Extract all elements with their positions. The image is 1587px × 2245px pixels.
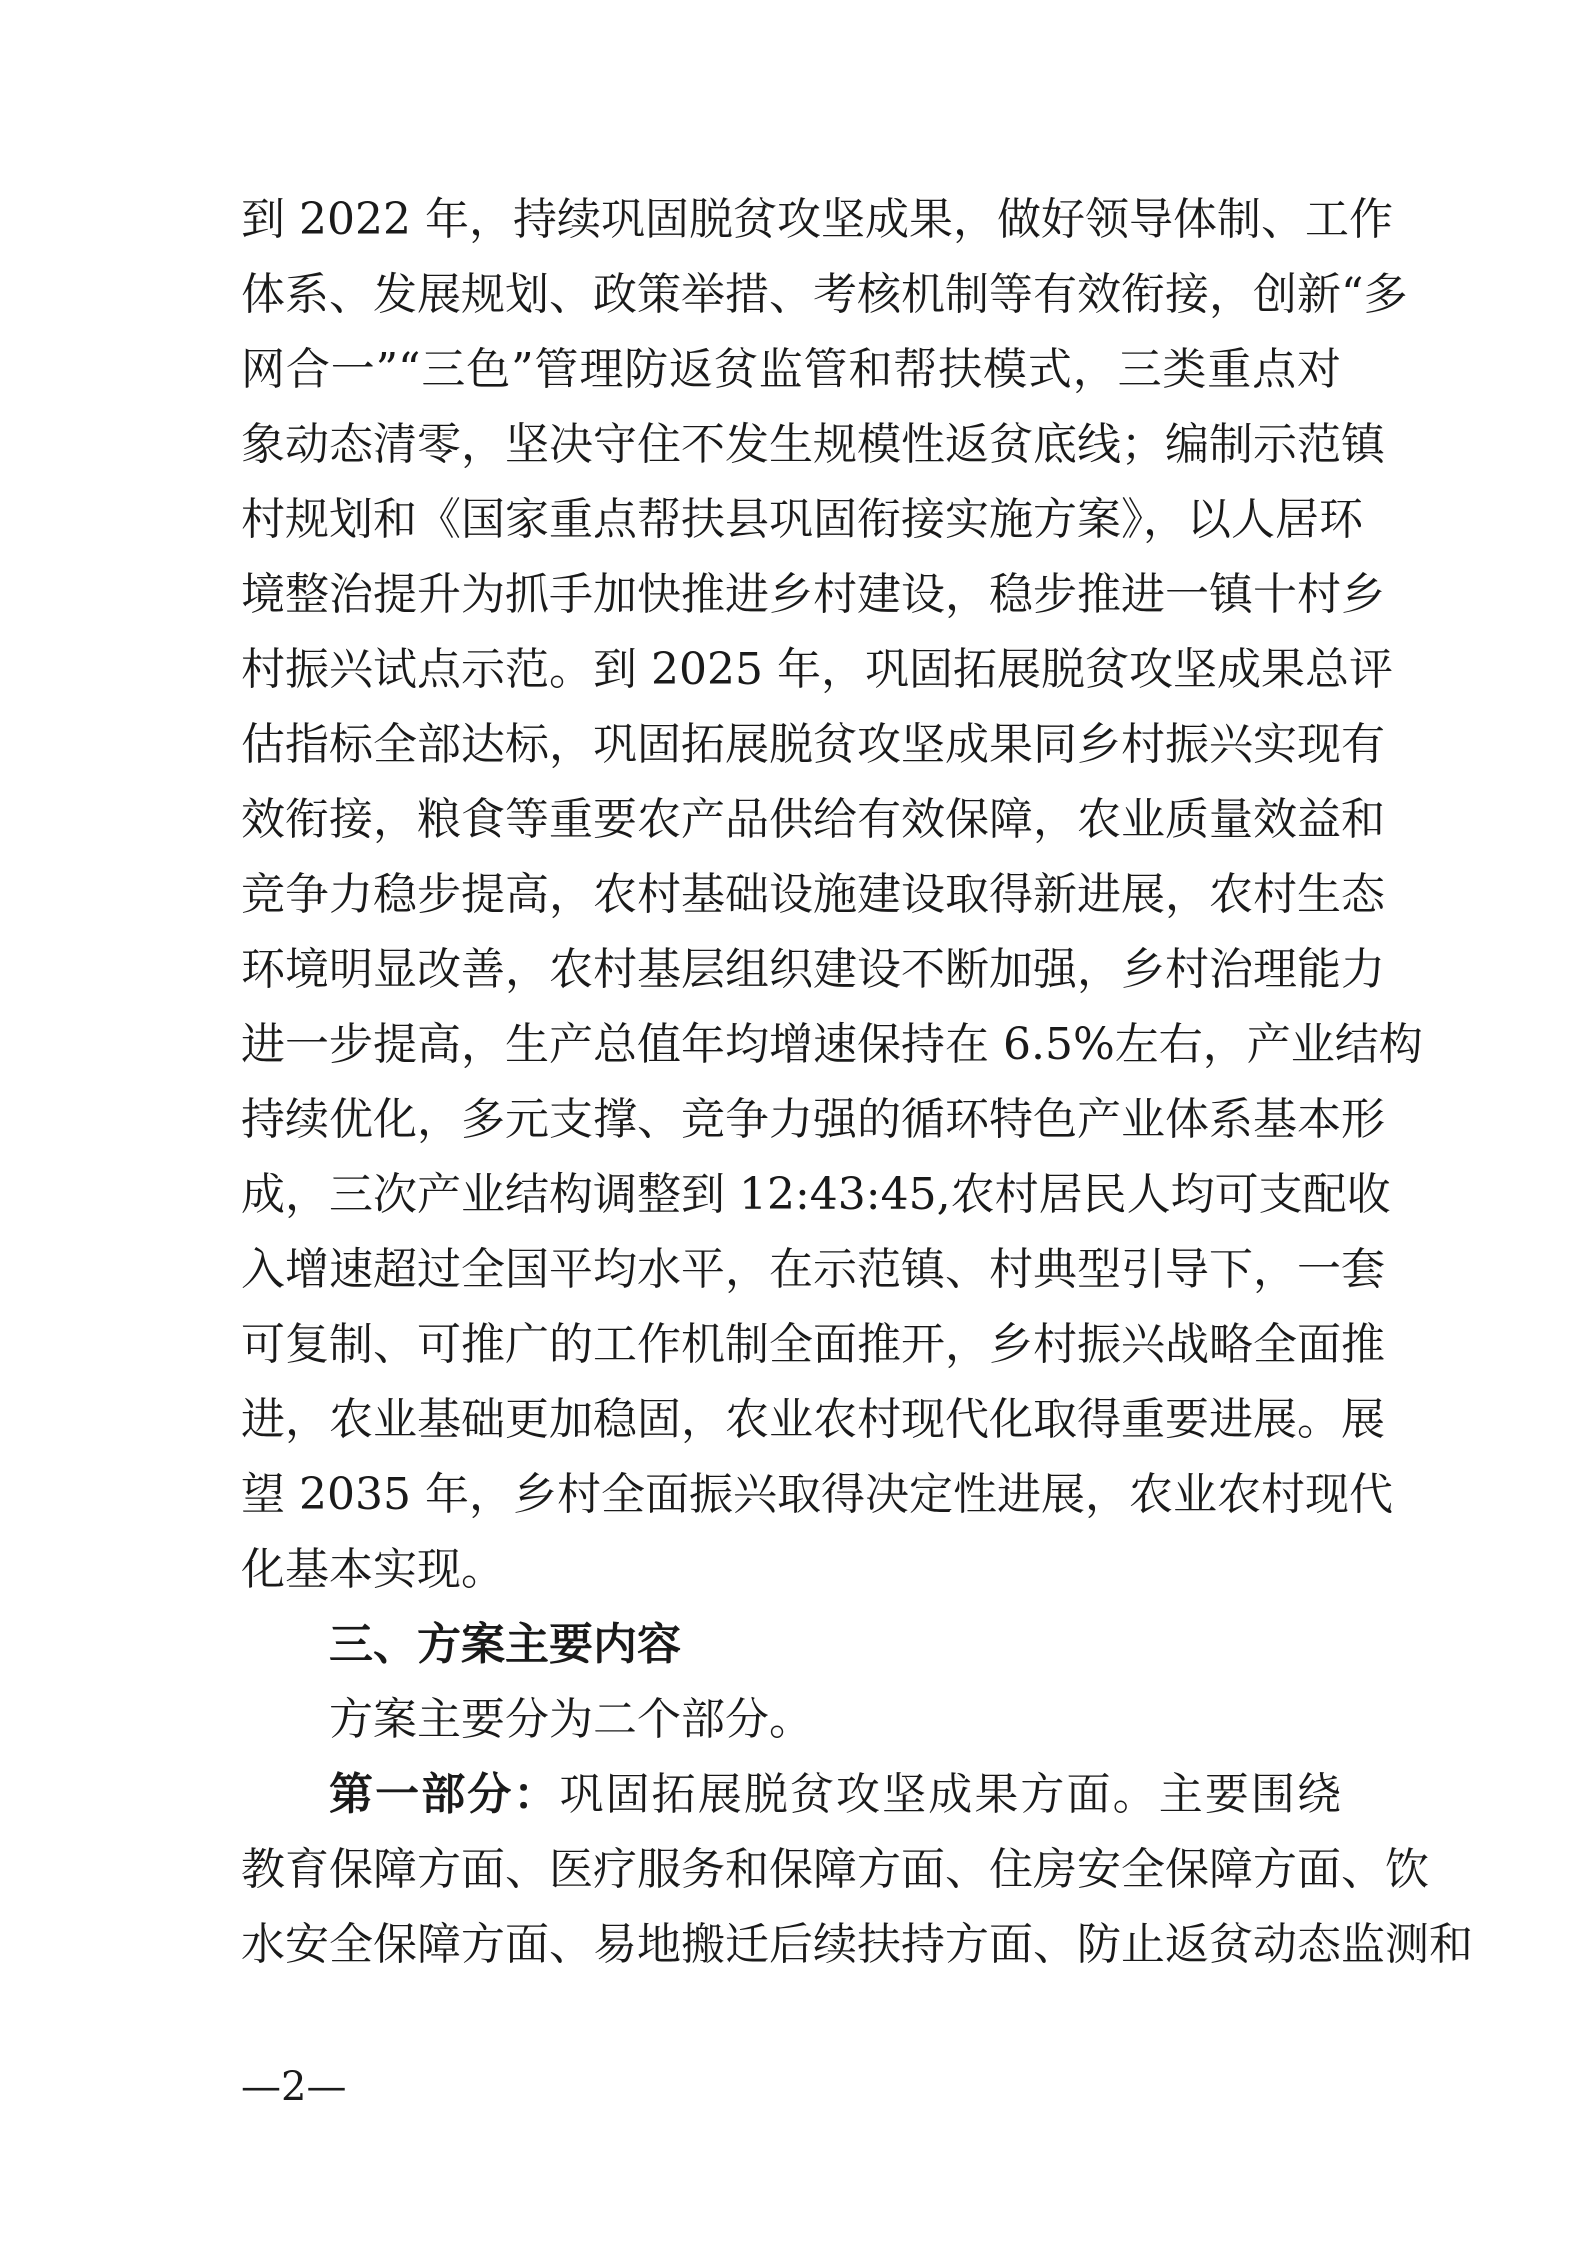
section-heading: 三、方案主要内容: [329, 1619, 681, 1670]
paragraph-1-line-12: 进一步提高，生产总值年均增速保持在 6.5%左右，产业结构: [241, 1019, 1423, 1070]
paragraph-1-line-6: 境整治提升为抓手加快推进乡村建设，稳步推进一镇十村乡: [241, 569, 1385, 620]
paragraph-1-line-13: 持续优化，多元支撑、竞争力强的循环特色产业体系基本形: [241, 1094, 1385, 1145]
paragraph-1-line-18: 望 2035 年，乡村全面振兴取得决定性进展，农业农村现代: [241, 1469, 1393, 1520]
part-1-line-2: 教育保障方面、医疗服务和保障方面、住房安全保障方面、饮: [241, 1844, 1429, 1895]
paragraph-1-line-5: 村规划和《国家重点帮扶县巩固衔接实施方案》，以人居环: [241, 494, 1363, 545]
paragraph-1-line-3: 网合一”“三色”管理防返贫监管和帮扶模式，三类重点对: [241, 344, 1341, 395]
part-1-first-line-text: 巩固拓展脱贫攻坚成果方面。主要围绕: [559, 1769, 1342, 1820]
paragraph-1-line-2: 体系、发展规划、政策举措、考核机制等有效衔接，创新“多: [241, 269, 1408, 320]
page-number: —2—: [241, 2064, 347, 2110]
paragraph-1-line-1: 到 2022 年，持续巩固脱贫攻坚成果，做好领导体制、工作: [241, 194, 1393, 245]
paragraph-1-line-16: 可复制、可推广的工作机制全面推开，乡村振兴战略全面推: [241, 1319, 1385, 1370]
part-1-first-line: [329, 1765, 1341, 1825]
paragraph-1-line-4: 象动态清零，坚决守住不发生规模性返贫底线；编制示范镇: [241, 419, 1385, 470]
paragraph-1-line-11: 环境明显改善，农村基层组织建设不断加强，乡村治理能力: [241, 944, 1385, 995]
part-1-label: 第一部分：: [329, 1769, 560, 1820]
paragraph-1-line-17: 进，农业基础更加稳固，农业农村现代化取得重要进展。展: [241, 1394, 1385, 1445]
part-1-line-3: 水安全保障方面、易地搬迁后续扶持方面、防止返贫动态监测和: [241, 1919, 1473, 1970]
paragraph-1-line-7: 村振兴试点示范。到 2025 年，巩固拓展脱贫攻坚成果总评: [241, 644, 1393, 695]
paragraph-1-line-19: 化基本实现。: [241, 1544, 505, 1595]
paragraph-1-line-14: 成，三次产业结构调整到 12:43:45,农村居民人均可支配收: [241, 1169, 1391, 1220]
paragraph-1-line-15: 入增速超过全国平均水平，在示范镇、村典型引导下，一套: [241, 1244, 1385, 1295]
paragraph-1-line-9: 效衔接，粮食等重要农产品供给有效保障，农业质量效益和: [241, 794, 1385, 845]
paragraph-1-line-10: 竞争力稳步提高，农村基础设施建设取得新进展，农村生态: [241, 869, 1385, 920]
section-intro: 方案主要分为二个部分。: [329, 1694, 813, 1745]
paragraph-1-line-8: 估指标全部达标，巩固拓展脱贫攻坚成果同乡村振兴实现有: [241, 719, 1385, 770]
